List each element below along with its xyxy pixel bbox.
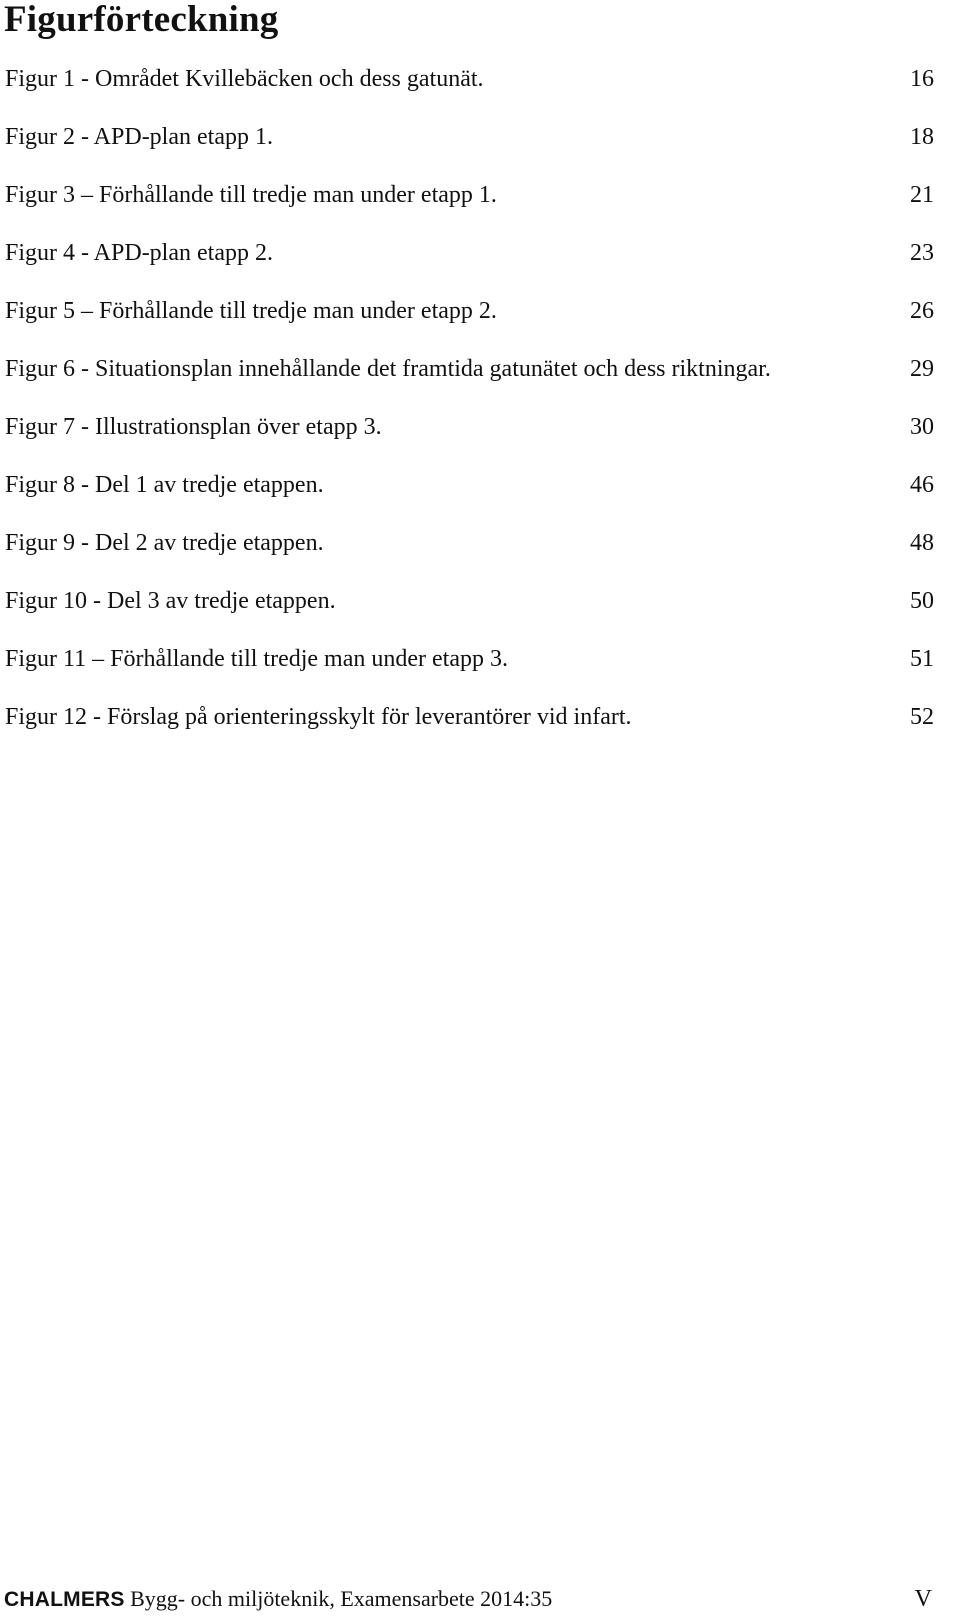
figure-page-number: 48 xyxy=(910,530,934,556)
figure-list-item xyxy=(5,526,934,584)
figure-list xyxy=(5,62,934,758)
figure-title: Figur 6 - Situationsplan innehållande det framtida gatunätet och dess riktningar. xyxy=(5,356,771,382)
footer-citation xyxy=(4,1586,552,1612)
figure-list-item xyxy=(5,584,934,642)
figure-page-number: 50 xyxy=(910,588,934,614)
figure-page-number: 51 xyxy=(910,646,934,672)
figure-page-number: 30 xyxy=(910,414,934,440)
figure-list-item xyxy=(5,352,934,410)
figure-list-item xyxy=(5,236,934,294)
page-footer xyxy=(4,1586,932,1618)
figure-page-number: 16 xyxy=(910,66,934,92)
figure-list-item xyxy=(5,294,934,352)
figure-page-number: 21 xyxy=(910,182,934,208)
figure-title: Figur 2 - APD-plan etapp 1. xyxy=(5,124,273,150)
footer-brand: CHALMERS xyxy=(4,1588,125,1611)
figure-title: Figur 1 - Området Kvillebäcken och dess gatunät. xyxy=(5,66,484,92)
figure-title: Figur 11 – Förhållande till tredje man under etapp 3. xyxy=(5,646,508,672)
figure-list-item xyxy=(5,62,934,120)
page-title: Figurförteckning xyxy=(4,0,279,40)
figure-title: Figur 10 - Del 3 av tredje etappen. xyxy=(5,588,336,614)
figure-page-number: 29 xyxy=(910,356,934,382)
figure-title: Figur 12 - Förslag på orienteringsskylt för leverantörer vid infart. xyxy=(5,704,632,730)
figure-title: Figur 5 – Förhållande till tredje man under etapp 2. xyxy=(5,298,497,324)
figure-page-number: 23 xyxy=(910,240,934,266)
figure-title: Figur 8 - Del 1 av tredje etappen. xyxy=(5,472,324,498)
figure-list-item xyxy=(5,178,934,236)
figure-title: Figur 4 - APD-plan etapp 2. xyxy=(5,240,273,266)
figure-list-item xyxy=(5,642,934,700)
figure-page-number: 46 xyxy=(910,472,934,498)
figure-page-number: 26 xyxy=(910,298,934,324)
figure-list-item xyxy=(5,468,934,526)
figure-page-number: 52 xyxy=(910,704,934,730)
figure-title: Figur 7 - Illustrationsplan över etapp 3. xyxy=(5,414,382,440)
figure-list-item xyxy=(5,410,934,468)
figure-list-item xyxy=(5,700,934,758)
figure-page-number: 18 xyxy=(910,124,934,150)
figure-list-item xyxy=(5,120,934,178)
figure-title: Figur 3 – Förhållande till tredje man under etapp 1. xyxy=(5,182,497,208)
footer-text: Bygg- och miljöteknik, Examensarbete 2014:35 xyxy=(130,1586,553,1611)
figure-title: Figur 9 - Del 2 av tredje etappen. xyxy=(5,530,324,556)
footer-page-number: V xyxy=(914,1586,932,1612)
